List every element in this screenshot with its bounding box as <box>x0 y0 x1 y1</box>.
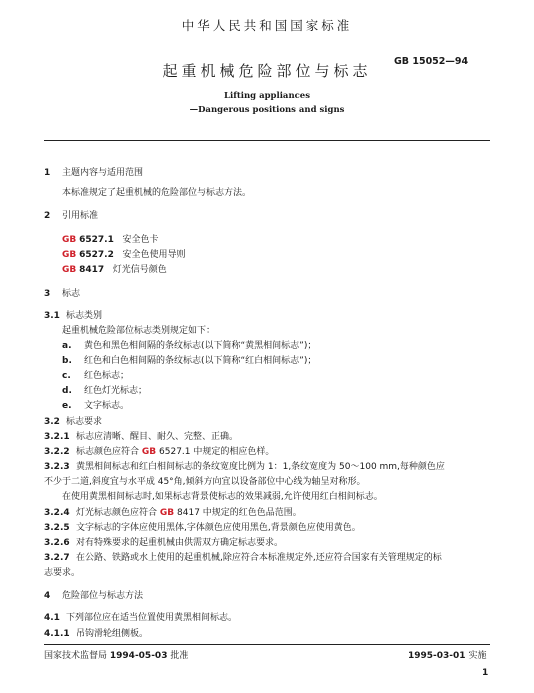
list-item: c. <box>62 371 71 381</box>
page-number: 1 <box>482 668 489 678</box>
clause-3-1-intro: 起重机械危险部位标志类别规定如下： <box>62 326 216 336</box>
clause-3-2-number: 3.2 <box>44 417 60 427</box>
clause-3-2-4-number: 3.2.4 <box>44 508 70 518</box>
approval-line: 国家技术监督局 1994-05-03 批准 <box>44 651 189 661</box>
clause-3-2-5-number: 3.2.5 <box>44 523 70 533</box>
gb-link[interactable]: GB <box>159 508 175 518</box>
list-item: b. <box>62 356 72 366</box>
list-item-text: 文字标志。 <box>84 401 130 411</box>
section-3-title: 标志 <box>62 289 81 299</box>
document-title: 起重机械危险部位与标志 <box>162 62 372 80</box>
clause-3-2-3-number: 3.2.3 <box>44 462 70 472</box>
clause-3-2-2-number: 3.2.2 <box>44 447 70 457</box>
clause-4-1-1-text: 吊钩滑轮组侧板。 <box>76 629 149 639</box>
gb-link[interactable]: GB <box>62 265 77 275</box>
clause-3-2-1-number: 3.2.1 <box>44 432 70 442</box>
reference-item: GB 8417 灯光信号颜色 <box>62 265 167 275</box>
footer-divider <box>44 644 490 645</box>
clause-3-2-1-text: 标志应清晰、醒目、耐久、完整、正确。 <box>76 432 239 442</box>
section-3-number: 3 <box>44 289 51 299</box>
header-divider <box>44 140 490 141</box>
clause-3-2-2-text: 标志颜色应符合 GB 6527.1 中规定的相应色样。 <box>76 447 275 457</box>
clause-3-1-number: 3.1 <box>44 311 60 321</box>
list-item-text: 黄色和黑色相间隔的条纹标志(以下简称“黄黑相间标志”)； <box>84 341 317 351</box>
clause-3-2-3-line-2: 不少于二道,斜度宜与水平成 45°角,倾斜方向宜以设备部位中心线为轴呈对称形。 <box>44 477 366 487</box>
clause-3-1-title: 标志类别 <box>66 311 103 321</box>
list-item-text: 红色和白色相间隔的条纹标志(以下简称“红白相间标志”)； <box>84 356 317 366</box>
section-2-number: 2 <box>44 211 51 221</box>
list-item-text: 红色灯光标志； <box>84 386 148 396</box>
issuing-body: 中华人民共和国国家标准 <box>181 18 353 33</box>
section-1-body: 本标准规定了起重机械的危险部位与标志方法。 <box>62 188 252 198</box>
list-item: a. <box>62 341 72 351</box>
clause-3-2-6-text: 对有特殊要求的起重机械由供需双方确定标志要求。 <box>76 538 284 548</box>
clause-3-2-7-line-2: 志要求。 <box>44 568 81 578</box>
gb-link[interactable]: GB <box>62 235 77 245</box>
gb-link[interactable]: GB <box>141 447 157 457</box>
english-title-line-1: Lifting appliances <box>223 91 310 101</box>
gb-link[interactable]: GB <box>62 250 77 260</box>
clause-3-2-3-line-3: 在使用黄黑相间标志时,如果标志背景使标志的效果减弱,允许使用红白相间标志。 <box>62 492 383 502</box>
clause-3-2-7-line-1: 在公路、铁路或水上使用的起重机械,除应符合本标准规定外,还应符合国家有关管理规定的标 <box>76 553 442 563</box>
clause-4-1-number: 4.1 <box>44 613 60 623</box>
clause-3-2-6-number: 3.2.6 <box>44 538 70 548</box>
reference-item: GB 6527.2 安全色使用导则 <box>62 250 186 260</box>
clause-3-2-title: 标志要求 <box>66 417 103 427</box>
clause-4-1-text: 下列部位应在适当位置使用黄黑相间标志。 <box>66 613 238 623</box>
list-item: e. <box>62 401 72 411</box>
standard-number: GB 15052—94 <box>394 56 469 67</box>
list-item: d. <box>62 386 72 396</box>
clause-3-2-4-text: 灯光标志颜色应符合 GB 8417 中规定的红色色品范围。 <box>76 508 302 518</box>
section-4-number: 4 <box>44 591 51 601</box>
section-1-number: 1 <box>44 168 51 178</box>
clause-4-1-1-number: 4.1.1 <box>44 629 70 639</box>
clause-3-2-3-line-1: 黄黑相间标志和红白相间标志的条纹宽度比例为 1：1,条纹宽度为 50～100 mm,每种颜色应 <box>76 462 445 472</box>
list-item-text: 红色标志； <box>84 371 130 381</box>
implementation-line: 1995-03-01 实施 <box>408 651 487 661</box>
section-1-title: 主题内容与适用范围 <box>62 168 144 178</box>
english-title-line-2: —Dangerous positions and signs <box>189 105 345 115</box>
section-4-title: 危险部位与标志方法 <box>62 591 144 601</box>
clause-3-2-5-text: 文字标志的字体应使用黑体,字体颜色应使用黑色,背景颜色应使用黄色。 <box>76 523 361 533</box>
clause-3-2-7-number: 3.2.7 <box>44 553 70 563</box>
section-2-title: 引用标准 <box>62 211 99 221</box>
reference-item: GB 6527.1 安全色卡 <box>62 235 159 245</box>
